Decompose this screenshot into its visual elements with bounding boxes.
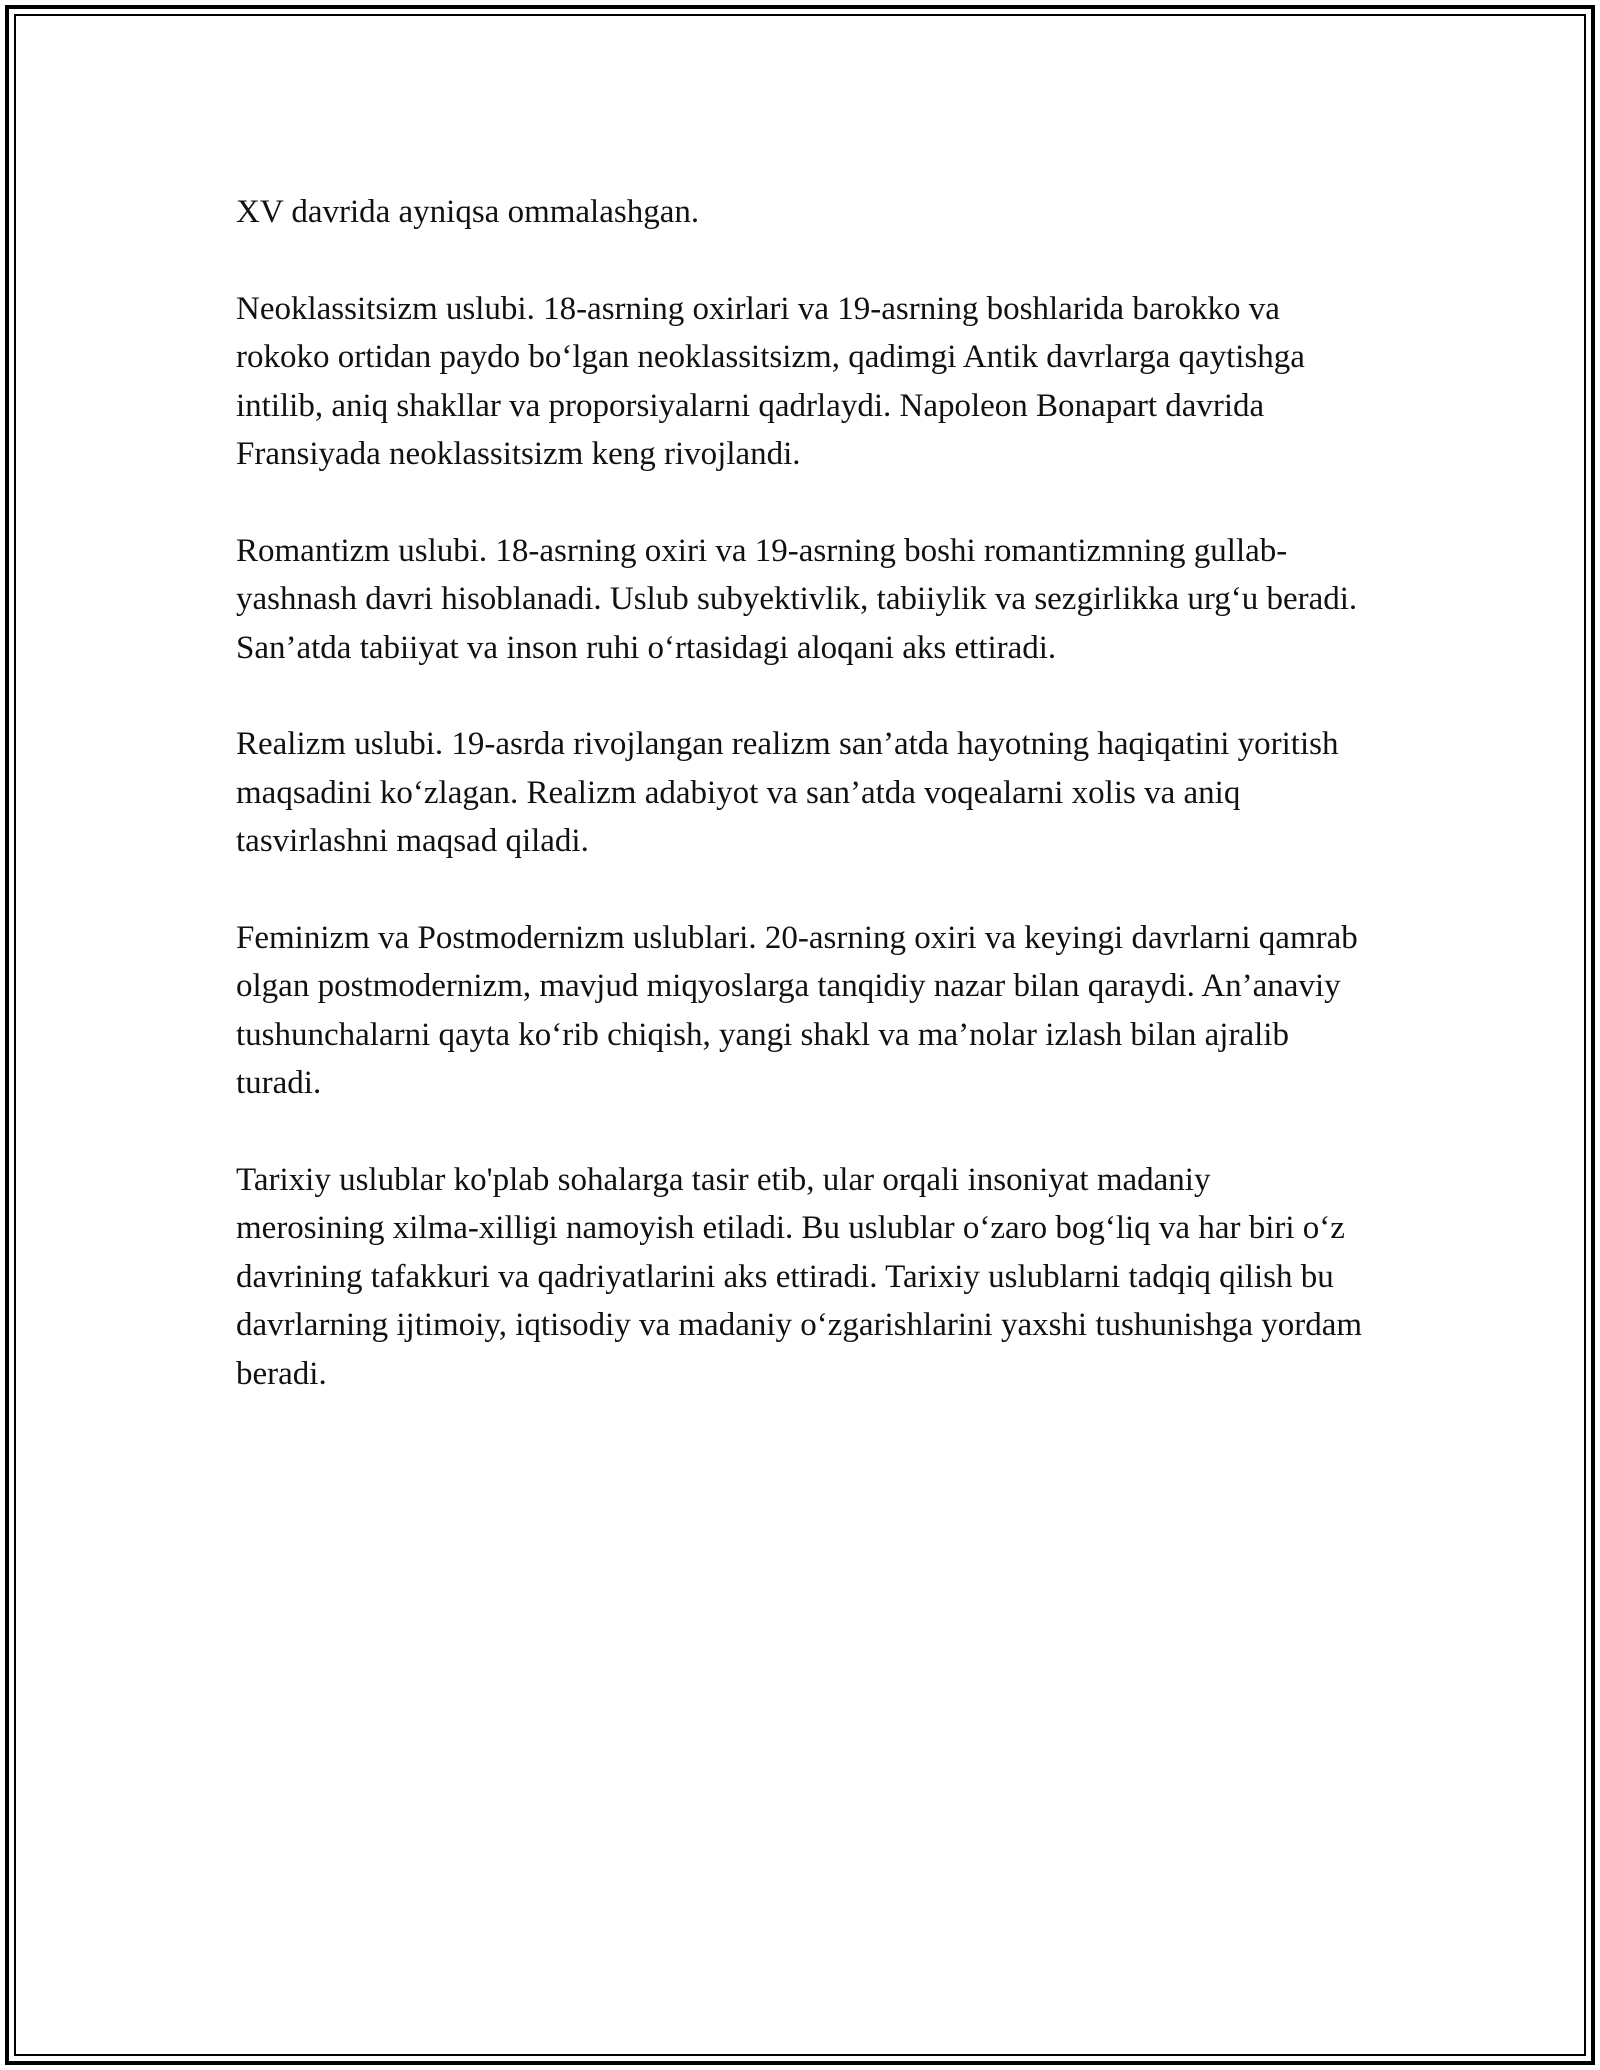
paragraph-feminism-postmodernism: Feminizm va Postmodernizm uslublari. 20-asrning oxiri va keyingi davrlarni qamrab olgan postmodernizm, mavjud miqyoslarga tanqidiy nazar bilan qaraydi. An’anaviy tushunchalarni qayta ko‘rib chiqish, yangi shakl va ma’nolar izlash bilan ajralib turadi. — [236, 919, 1358, 1101]
paragraph-intro-fragment: XV davrida ayniqsa ommalashgan. — [236, 194, 700, 230]
document-body — [236, 188, 1366, 1446]
paragraph-romanticism: Romantizm uslubi. 18-asrning oxiri va 19-asrning boshi romantizmning gullab-yashnash davri hisoblanadi. Uslub subyektivlik, tabiiylik va sezgirlikka urg‘u beradi. San’atda tabiiyat va inson ruhi o‘rtasidagi aloqani aks ettiradi. — [236, 532, 1358, 666]
paragraph-neoclassicism: Neoklassitsizm uslubi. 18-asrning oxirlari va 19-asrning boshlarida barokko va rokoko ortidan paydo bo‘lgan neoklassitsizm, qadimgi Antik davrlarga qaytishga intilib, aniq shakllar va proporsiyalarni qadrlaydi. Napoleon Bonapart davrida Fransiyada neoklassitsizm keng rivojlandi. — [236, 290, 1305, 472]
paragraph-conclusion: Tarixiy uslublar ko'plab sohalarga tasir etib, ular orqali insoniyat madaniy merosining xilma-xilligi namoyish etiladi. Bu uslublar o‘zaro bog‘liq va har biri o‘z davrining tafakkuri va qadriyatlarini aks ettiradi. Tarixiy uslublarni tadqiq qilish bu davrlarning ijtimoiy, iqtisodiy va madaniy o‘zgarishlarini yaxshi tushunishga yordam beradi. — [236, 1161, 1363, 1392]
paragraph-realism: Realizm uslubi. 19-asrda rivojlangan realizm san’atda hayotning haqiqatini yoritish maqsadini ko‘zlagan. Realizm adabiyot va san’atda voqealarni xolis va aniq tasvirlashni maqsad qiladi. — [236, 726, 1339, 859]
